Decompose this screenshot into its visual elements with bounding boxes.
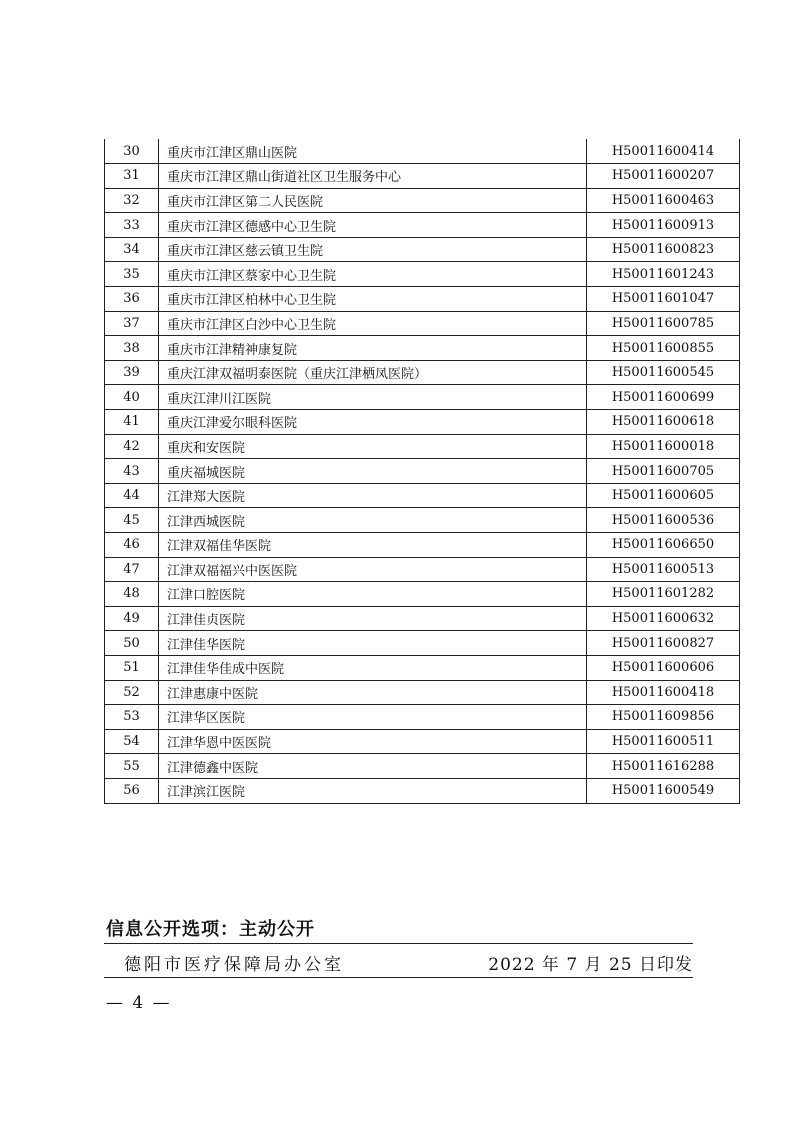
hospital-code: H50011609856 — [587, 705, 740, 730]
hospital-code: H50011600618 — [587, 410, 740, 435]
hospital-name: 重庆市江津区蔡家中心卫生院 — [159, 262, 587, 287]
row-number: 45 — [105, 508, 159, 533]
hospital-name: 江津佳华医院 — [159, 631, 587, 656]
hospital-code: H50011600606 — [587, 655, 740, 680]
hospital-code: H50011600823 — [587, 237, 740, 262]
hospital-name: 江津双福佳华医院 — [159, 533, 587, 558]
hospital-code: H50011600463 — [587, 188, 740, 213]
hospital-code: H50011601282 — [587, 582, 740, 607]
table-row — [105, 778, 740, 803]
table-row — [105, 459, 740, 484]
table-row — [105, 557, 740, 582]
hospital-name: 江津佳华佳成中医院 — [159, 655, 587, 680]
footer-rule-top — [104, 943, 693, 944]
issuing-office: 德阳市医疗保障局办公室 — [124, 955, 344, 975]
table-row — [105, 262, 740, 287]
hospital-name: 重庆市江津区第二人民医院 — [159, 188, 587, 213]
table-row — [105, 385, 740, 410]
hospital-code: H50011600511 — [587, 729, 740, 754]
table-row — [105, 508, 740, 533]
row-number: 39 — [105, 360, 159, 385]
row-number: 44 — [105, 483, 159, 508]
table-row — [105, 705, 740, 730]
hospital-name: 重庆市江津区鼎山街道社区卫生服务中心 — [159, 164, 587, 189]
hospital-name: 江津华区医院 — [159, 705, 587, 730]
hospital-code: H50011600545 — [587, 360, 740, 385]
row-number: 52 — [105, 680, 159, 705]
table-row — [105, 754, 740, 779]
table-row — [105, 606, 740, 631]
hospital-name: 重庆江津川江医院 — [159, 385, 587, 410]
table-row — [105, 164, 740, 189]
table-row — [105, 729, 740, 754]
row-number: 51 — [105, 655, 159, 680]
hospital-code: H50011600705 — [587, 459, 740, 484]
hospital-table — [104, 139, 740, 804]
hospital-name: 江津双福福兴中医医院 — [159, 557, 587, 582]
table-row — [105, 680, 740, 705]
table-row — [105, 631, 740, 656]
hospital-code: H50011601243 — [587, 262, 740, 287]
row-number: 53 — [105, 705, 159, 730]
hospital-name: 江津华恩中医医院 — [159, 729, 587, 754]
hospital-code: H50011600418 — [587, 680, 740, 705]
hospital-name: 重庆市江津区德感中心卫生院 — [159, 213, 587, 238]
hospital-name: 重庆市江津精神康复院 — [159, 336, 587, 361]
disclosure-option: 信息公开选项：主动公开 — [106, 919, 315, 940]
table-row — [105, 139, 740, 164]
row-number: 40 — [105, 385, 159, 410]
row-number: 48 — [105, 582, 159, 607]
issue-date: 2022 年 7 月 25 日印发 — [488, 955, 693, 975]
row-number: 36 — [105, 287, 159, 312]
hospital-code: H50011600785 — [587, 311, 740, 336]
row-number: 55 — [105, 754, 159, 779]
row-number: 33 — [105, 213, 159, 238]
hospital-name: 重庆市江津区鼎山医院 — [159, 139, 587, 164]
row-number: 56 — [105, 778, 159, 803]
row-number: 32 — [105, 188, 159, 213]
hospital-name: 重庆江津爱尔眼科医院 — [159, 410, 587, 435]
table-row — [105, 360, 740, 385]
table-row — [105, 434, 740, 459]
row-number: 42 — [105, 434, 159, 459]
row-number: 43 — [105, 459, 159, 484]
hospital-name: 江津郑大医院 — [159, 483, 587, 508]
hospital-table-body — [105, 139, 740, 803]
hospital-code: H50011600827 — [587, 631, 740, 656]
row-number: 31 — [105, 164, 159, 189]
hospital-name: 江津惠康中医院 — [159, 680, 587, 705]
table-row — [105, 213, 740, 238]
footer-rule-bottom — [104, 977, 693, 978]
row-number: 38 — [105, 336, 159, 361]
table-row — [105, 483, 740, 508]
hospital-name: 重庆和安医院 — [159, 434, 587, 459]
hospital-code: H50011601047 — [587, 287, 740, 312]
hospital-code: H50011616288 — [587, 754, 740, 779]
hospital-code: H50011600605 — [587, 483, 740, 508]
row-number: 35 — [105, 262, 159, 287]
table-row — [105, 410, 740, 435]
hospital-name: 重庆市江津区慈云镇卫生院 — [159, 237, 587, 262]
row-number: 47 — [105, 557, 159, 582]
hospital-name: 江津西城医院 — [159, 508, 587, 533]
hospital-name: 江津口腔医院 — [159, 582, 587, 607]
table-row — [105, 287, 740, 312]
row-number: 30 — [105, 139, 159, 164]
row-number: 34 — [105, 237, 159, 262]
row-number: 37 — [105, 311, 159, 336]
hospital-name: 江津滨江医院 — [159, 778, 587, 803]
hospital-code: H50011606650 — [587, 533, 740, 558]
hospital-code: H50011600699 — [587, 385, 740, 410]
hospital-code: H50011600536 — [587, 508, 740, 533]
page-number: — 4 — — [106, 993, 172, 1013]
table-row — [105, 311, 740, 336]
table-row — [105, 582, 740, 607]
hospital-code: H50011600513 — [587, 557, 740, 582]
table-row — [105, 237, 740, 262]
hospital-code: H50011600414 — [587, 139, 740, 164]
row-number: 41 — [105, 410, 159, 435]
hospital-code: H50011600549 — [587, 778, 740, 803]
hospital-name: 江津佳贞医院 — [159, 606, 587, 631]
table-row — [105, 655, 740, 680]
hospital-name: 重庆市江津区白沙中心卫生院 — [159, 311, 587, 336]
table-row — [105, 188, 740, 213]
hospital-name: 江津德鑫中医院 — [159, 754, 587, 779]
hospital-code: H50011600632 — [587, 606, 740, 631]
row-number: 49 — [105, 606, 159, 631]
row-number: 50 — [105, 631, 159, 656]
hospital-name: 重庆市江津区柏林中心卫生院 — [159, 287, 587, 312]
hospital-code: H50011600855 — [587, 336, 740, 361]
hospital-name: 重庆江津双福明泰医院（重庆江津栖凤医院） — [159, 360, 587, 385]
hospital-code: H50011600207 — [587, 164, 740, 189]
row-number: 54 — [105, 729, 159, 754]
row-number: 46 — [105, 533, 159, 558]
table-row — [105, 336, 740, 361]
hospital-code: H50011600018 — [587, 434, 740, 459]
table-row — [105, 533, 740, 558]
hospital-name: 重庆福城医院 — [159, 459, 587, 484]
hospital-code: H50011600913 — [587, 213, 740, 238]
